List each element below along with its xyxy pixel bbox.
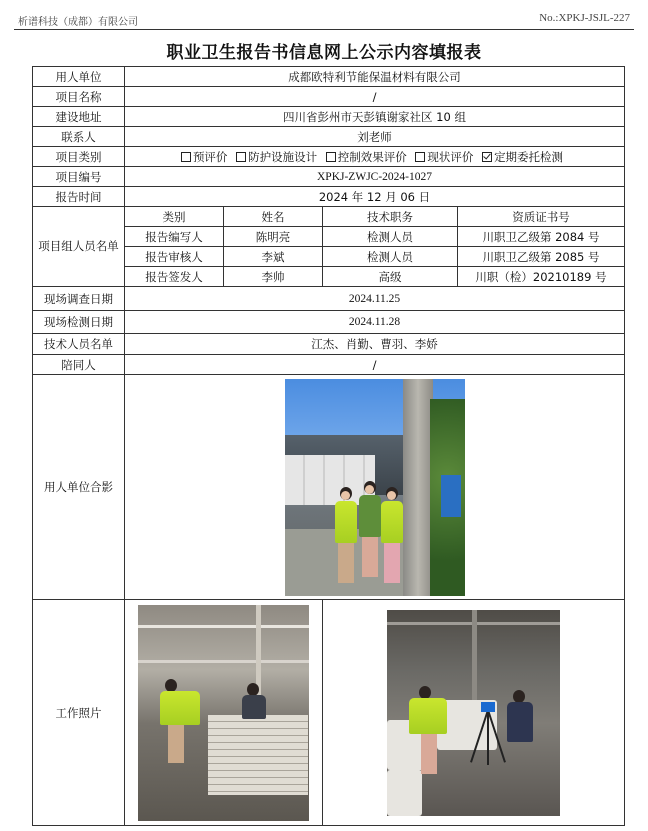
member-title: 高级 — [323, 267, 458, 287]
person-face — [341, 491, 350, 500]
member-title: 检测人员 — [323, 247, 458, 267]
label-group-photo: 用人单位合影 — [33, 375, 125, 600]
person-face — [387, 491, 396, 500]
category-option-periodic-testing[interactable] — [482, 150, 563, 164]
material-bag-shape — [387, 770, 422, 816]
row-address — [33, 107, 625, 127]
person-legs — [362, 537, 378, 577]
ceiling-light-shape — [138, 660, 309, 663]
value-project-name: / — [125, 87, 625, 107]
category-option-label: 现状评价 — [427, 149, 474, 164]
member-title: 检测人员 — [323, 227, 458, 247]
label-test-date: 现场检测日期 — [33, 311, 125, 334]
board-stack-shape — [208, 715, 308, 795]
value-report-date: 2024 年 12 月 06 日 — [125, 187, 625, 207]
row-report-date — [33, 187, 625, 207]
person-legs — [384, 543, 400, 583]
person-legs — [421, 734, 437, 774]
label-team: 项目组人员名单 — [33, 207, 125, 287]
person-vest — [160, 691, 200, 725]
group-photo — [285, 379, 465, 596]
blue-sign-shape — [441, 475, 461, 517]
work-photo-cell-1 — [125, 600, 323, 826]
person-legs — [168, 725, 184, 763]
row-companion — [33, 355, 625, 375]
member-cert: 川职（检）20210189 号 — [458, 267, 625, 287]
row-category — [33, 147, 625, 167]
row-project-no — [33, 167, 625, 187]
ceiling-light-shape — [138, 625, 309, 628]
row-contact — [33, 127, 625, 147]
label-technicians: 技术人员名单 — [33, 334, 125, 355]
category-options — [125, 147, 625, 167]
row-project-name — [33, 87, 625, 107]
person-shirt — [242, 695, 266, 719]
label-work-photos: 工作照片 — [33, 600, 125, 826]
info-table — [32, 66, 625, 826]
row-survey-date — [33, 287, 625, 311]
instrument-shape — [481, 702, 495, 712]
row-employer — [33, 67, 625, 87]
team-header-cert: 资质证书号 — [458, 207, 625, 227]
value-test-date: 2024.11.28 — [125, 311, 625, 334]
value-address: 四川省彭州市天彭镇谢家社区 10 组 — [125, 107, 625, 127]
category-option-status-evaluation[interactable] — [415, 150, 473, 164]
checkbox-icon — [236, 152, 246, 162]
tripod-leg — [487, 710, 489, 765]
checkbox-icon — [181, 152, 191, 162]
value-contact: 刘老师 — [125, 127, 625, 147]
member-role: 报告签发人 — [125, 267, 224, 287]
value-employer: 成都欧特利节能保温材料有限公司 — [125, 67, 625, 87]
person-vest — [409, 698, 447, 734]
label-project-no: 项目编号 — [33, 167, 125, 187]
person-vest — [381, 501, 403, 543]
value-technicians: 江杰、肖勤、曹羽、李娇 — [125, 334, 625, 355]
checkbox-icon — [326, 152, 336, 162]
group-photo-cell — [125, 375, 625, 600]
document-number: No.:XPKJ-JSJL-227 — [539, 12, 630, 24]
person-face — [365, 485, 374, 494]
value-companion: / — [125, 355, 625, 375]
team-header-title: 技术职务 — [323, 207, 458, 227]
value-survey-date: 2024.11.25 — [125, 287, 625, 311]
row-group-photo — [33, 375, 625, 600]
company-header: 析谱科技（成都）有限公司 — [18, 17, 138, 28]
person-shirt — [359, 495, 381, 537]
checkbox-checked-icon — [482, 152, 492, 162]
work-photo-2 — [387, 610, 560, 816]
label-report-date: 报告时间 — [33, 187, 125, 207]
person-head — [513, 690, 525, 703]
team-header-name: 姓名 — [224, 207, 323, 227]
category-option-label: 定期委托检测 — [494, 149, 564, 164]
checkbox-icon — [415, 152, 425, 162]
member-role: 报告审核人 — [125, 247, 224, 267]
label-address: 建设地址 — [33, 107, 125, 127]
team-header-row — [33, 207, 625, 227]
team-header-category: 类别 — [125, 207, 224, 227]
person-legs — [338, 543, 354, 583]
label-project-name: 项目名称 — [33, 87, 125, 107]
person-head — [247, 683, 259, 696]
label-employer: 用人单位 — [33, 67, 125, 87]
category-option-control-effect[interactable] — [326, 150, 407, 164]
label-contact: 联系人 — [33, 127, 125, 147]
person-head — [419, 686, 431, 699]
person-head — [165, 679, 177, 692]
member-cert: 川职卫乙级第 2084 号 — [458, 227, 625, 247]
person-vest — [335, 501, 357, 543]
header-divider — [14, 29, 634, 30]
category-option-label: 防护设施设计 — [248, 149, 318, 164]
member-cert: 川职卫乙级第 2085 号 — [458, 247, 625, 267]
person-shirt — [507, 702, 533, 742]
work-photo-1 — [138, 605, 309, 821]
member-role: 报告编写人 — [125, 227, 224, 247]
row-technicians — [33, 334, 625, 355]
member-name: 李斌 — [224, 247, 323, 267]
row-test-date — [33, 311, 625, 334]
category-option-pre-evaluation[interactable] — [181, 150, 228, 164]
member-name: 陈明亮 — [224, 227, 323, 247]
gate-pillar-shape — [403, 379, 433, 596]
category-option-label: 控制效果评价 — [337, 149, 407, 164]
category-option-protection-design[interactable] — [236, 150, 317, 164]
member-name: 李帅 — [224, 267, 323, 287]
value-project-no: XPKJ-ZWJC-2024-1027 — [125, 167, 625, 187]
work-photo-cell-2 — [323, 600, 625, 826]
page-title: 职业卫生报告书信息网上公示内容填报表 — [166, 43, 482, 63]
category-option-label: 预评价 — [192, 149, 228, 164]
row-work-photos — [33, 600, 625, 826]
label-survey-date: 现场调查日期 — [33, 287, 125, 311]
label-companion: 陪同人 — [33, 355, 125, 375]
label-category: 项目类别 — [33, 147, 125, 167]
